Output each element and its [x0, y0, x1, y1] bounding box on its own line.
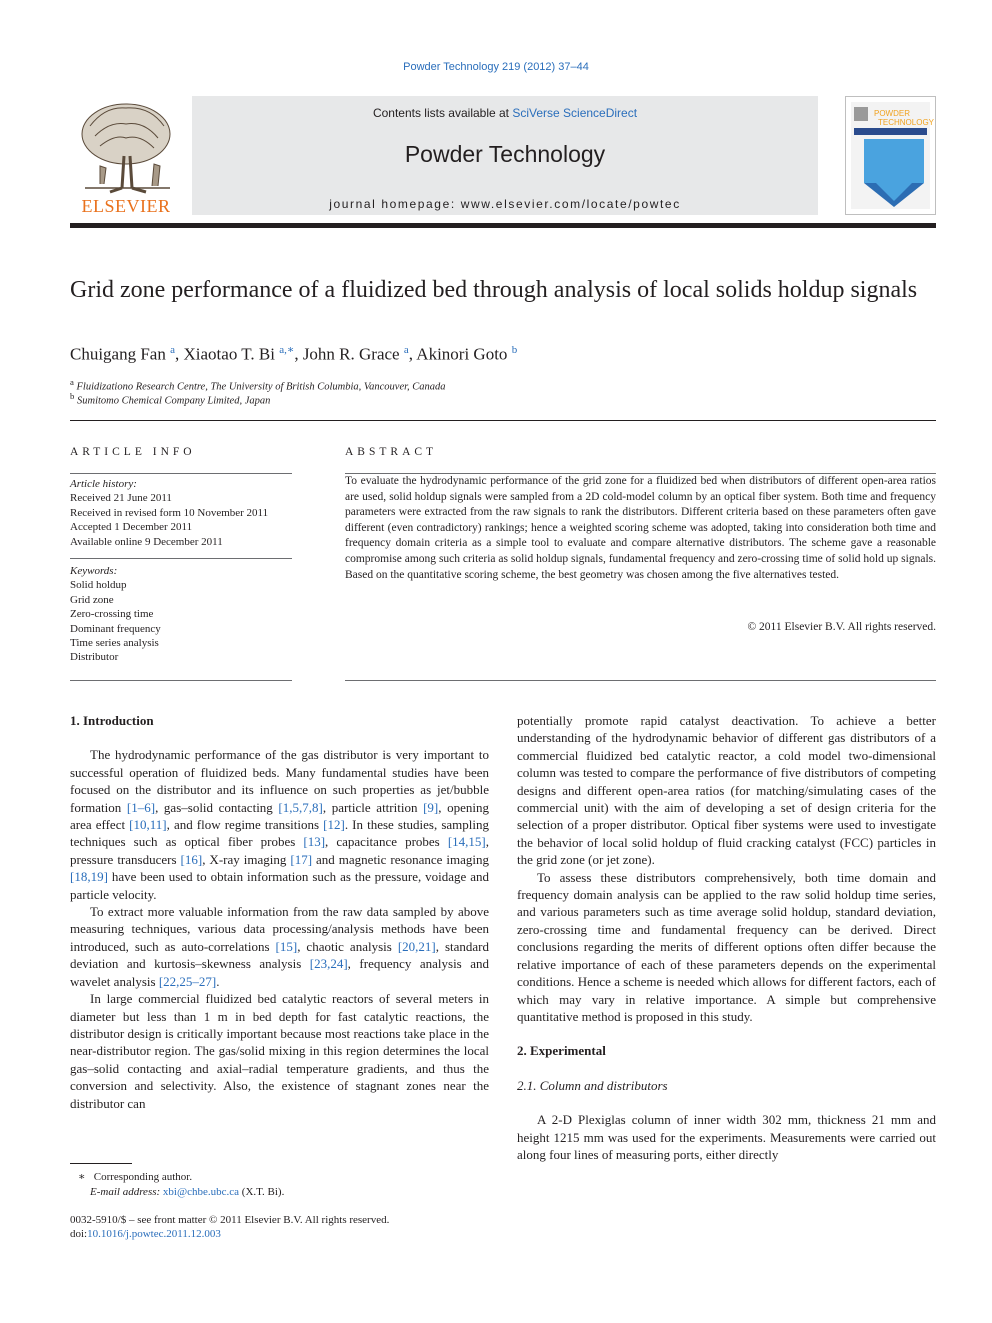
- intro-heading: 1. Introduction: [70, 713, 154, 728]
- keywords-label: Keywords:: [70, 565, 118, 577]
- corresponding-footnote: [78, 1170, 192, 1185]
- text-run: , particle attrition: [322, 799, 424, 815]
- citation-link[interactable]: [22,25–27]: [158, 973, 217, 989]
- issn-line: 0032-5910/$ – see front matter © 2011 Elsevier B.V. All rights reserved.: [70, 1214, 390, 1226]
- experimental-heading: 2. Experimental: [517, 1043, 606, 1059]
- abstract-text: To evaluate the hydrodynamic performance of the grid zone for a fluidized bed when distributors of different open-area ratios are used, solid holdup signals were sampled from a 2D cold-model column by an optical fiber system. Both time and frequency parameters were extracted from the raw signals to rank the distributors. Different criteria based on these parameters often gave different (even contradictory) rankings; hence a weighted scoring scheme was adopted, taking into consideration both time and frequency domain criteria as a simple tool to evaluate and compare alternative distributors. The scheme gave a reasonable compromise among such criteria as solid holdup signals, fundamental frequency and zero-crossing time of solid hold up signals. Based on the quantitative scoring scheme, the best geometry was chosen among the five alternatives tested.: [345, 475, 936, 581]
- text-run: , pressure transducers: [70, 834, 489, 867]
- keyword: Dominant frequency: [70, 622, 161, 635]
- text-run: , standard deviation and kurtosis–skewness analysis: [70, 938, 490, 972]
- affil-text: Sumitomo Chemical Company Limited, Japan: [77, 395, 271, 407]
- affil-rule: [70, 420, 936, 421]
- homepage-url[interactable]: www.elsevier.com/locate/powtec: [460, 197, 681, 211]
- footnote-mark: ∗: [78, 1171, 86, 1183]
- text-run: To extract more valuable information from the raw data sampled by above measuring techniques, various data processing/analysis methods have been introduced, such as auto-correlations: [70, 904, 489, 954]
- left-column: [70, 712, 489, 1112]
- intro-paragraph-4: To assess these distributors comprehensively, both time domain and frequency domain analysis can be applied to the raw solid holdup time series, and various parameters such as time average solid holdup, standard deviation, zero-crossing time and fundamental frequency can be derived. Direct conclusions regarding the merits of different options often differ because the relative importance of each of these parameters depends on the experimental conditions. Hence a scheme is needed which allows for different factors, each of which may vary in relative importance. A simple but comprehensive quantitative method is proposed in this study.: [517, 869, 936, 1024]
- citation-link[interactable]: [14,15]: [447, 834, 486, 850]
- journal-citation[interactable]: Powder Technology 219 (2012) 37–44: [403, 61, 589, 73]
- text-run: , X-ray imaging: [202, 851, 291, 867]
- intro-paragraph-2: [70, 903, 489, 990]
- text-run: .: [216, 973, 220, 989]
- author-name[interactable]: Xiaotao T. Bi: [183, 344, 275, 364]
- info-bottom-rule: [70, 680, 292, 681]
- cover-title-1: POWDER: [874, 109, 910, 118]
- footnote-rule: [70, 1163, 132, 1164]
- abstract-copyright: © 2011 Elsevier B.V. All rights reserved.: [747, 621, 936, 633]
- affil-mark: a: [70, 377, 74, 387]
- elsevier-logo: [70, 96, 182, 218]
- affiliation-b: [70, 391, 270, 407]
- author-affil-mark[interactable]: a: [403, 344, 409, 356]
- doi-link[interactable]: 10.1016/j.powtec.2011.12.003: [87, 1228, 221, 1240]
- text-run: have been used to obtain information such as the pressure, voidage and particle velocity.: [70, 869, 489, 902]
- history-label: Article history:: [70, 478, 137, 490]
- doi-label: doi:: [70, 1228, 88, 1240]
- abstract-heading: ABSTRACT: [345, 446, 438, 458]
- text-run: , and flow regime transitions: [166, 817, 324, 833]
- citation-link[interactable]: [20,21]: [397, 938, 436, 954]
- email-label: E-mail address:: [90, 1186, 161, 1198]
- history-item: Received 21 June 2011: [70, 492, 172, 505]
- text-run: , opening area effect: [70, 799, 489, 833]
- author-affil-mark[interactable]: b: [511, 344, 518, 356]
- text-run: The hydrodynamic performance of the gas distributor is very important to successful operation of fluidized beds. Many fundamental studies have been focused on the distributor and its influence on such properties as jet/bubble formation: [70, 747, 489, 815]
- citation-link[interactable]: [15]: [275, 938, 298, 954]
- homepage-label: journal homepage:: [329, 197, 461, 211]
- author-affil-mark[interactable]: a: [170, 344, 175, 356]
- keyword: Time series analysis: [70, 637, 159, 650]
- journal-cover-thumbnail[interactable]: [845, 96, 936, 215]
- text-run: and magnetic resonance imaging: [312, 851, 490, 867]
- text-run: . In these studies, sampling techniques such as optical fiber probes: [70, 817, 489, 850]
- info-rule: [70, 473, 292, 474]
- citation-link[interactable]: [18,19]: [70, 869, 108, 885]
- subsection-heading: 2.1. Column and distributors: [517, 1077, 668, 1093]
- text-run: , gas–solid contacting: [155, 799, 279, 815]
- contents-prefix: Contents lists available at: [372, 106, 513, 120]
- citation-link[interactable]: [9]: [423, 799, 439, 815]
- citation-link[interactable]: [23,24]: [309, 956, 348, 972]
- keyword: Zero-crossing time: [70, 608, 154, 621]
- cover-art-icon: [846, 97, 935, 214]
- author-affil-mark[interactable]: a,∗: [279, 344, 295, 356]
- article-info-heading: ARTICLE INFO: [70, 446, 196, 458]
- author-name[interactable]: Akinori Goto: [416, 344, 508, 364]
- header-rule: [70, 223, 936, 228]
- contents-line: [192, 106, 818, 120]
- citation-link[interactable]: [13]: [303, 834, 326, 850]
- footnote-text: Corresponding author.: [93, 1171, 193, 1183]
- keyword: Distributor: [70, 651, 119, 664]
- keyword: Grid zone: [70, 593, 114, 606]
- email-footnote: [90, 1185, 284, 1200]
- citation-link[interactable]: [17]: [290, 851, 313, 867]
- journal-banner: [192, 96, 818, 215]
- article-history: [70, 477, 292, 549]
- citation-link[interactable]: [1–6]: [126, 799, 156, 815]
- citation-link[interactable]: [16]: [180, 851, 203, 867]
- elsevier-wordmark: ELSEVIER: [81, 196, 171, 216]
- text-run: , frequency analysis and wavelet analysis: [70, 956, 489, 989]
- email-suffix: (X.T. Bi).: [239, 1186, 285, 1198]
- keyword: Solid holdup: [70, 579, 127, 592]
- citation-link[interactable]: [10,11]: [129, 817, 167, 833]
- intro-paragraph-3-continued: potentially promote rapid catalyst deactivation. To achieve a better understanding of the hydrodynamic behavior of different gas distributors of a commercial fluidized bed catalytic reactor, a cold model two-dimensional column was tested to compare the performance of five distributors of competing designs and different open-area ratios (for matching/simulating cases of the commercial unit) with the aim of developing a set of design criteria for the selection of a proper distributor. Optical fiber systems were used to investigate the behavior of local solid holdup of fluid cracking catalyst (FCC) particles in the grid zone (or jet zone).: [517, 713, 936, 868]
- article-title: Grid zone performance of a fluidized bed through analysis of local solids holdup signals: [70, 277, 918, 303]
- journal-title: Powder Technology: [404, 141, 606, 167]
- abstract-bottom-rule: [345, 680, 936, 681]
- author-name[interactable]: John R. Grace: [302, 344, 400, 364]
- citation-link[interactable]: [1,5,7,8]: [278, 799, 323, 815]
- sciencedirect-link[interactable]: SciVerse ScienceDirect: [512, 106, 638, 120]
- keywords-rule: [70, 558, 292, 559]
- cover-title-2: TECHNOLOGY: [878, 118, 935, 127]
- author-name[interactable]: Chuigang Fan: [70, 344, 166, 364]
- affil-mark: b: [70, 391, 75, 401]
- text-run: , chaotic analysis: [297, 938, 398, 954]
- journal-homepage: [192, 197, 818, 211]
- experimental-paragraph-1: A 2-D Plexiglas column of inner width 302 mm, thickness 21 mm and height 1215 mm was used for the experiments. Measurements were carried out along four lines of measuring ports, either directly: [517, 1112, 936, 1162]
- keywords-block: [70, 564, 292, 665]
- history-item: Available online 9 December 2011: [70, 535, 223, 548]
- right-column: [517, 712, 936, 1163]
- elsevier-tree-icon: [70, 96, 182, 196]
- history-item: Accepted 1 December 2011: [70, 521, 193, 534]
- history-item: Received in revised form 10 November 2011: [70, 506, 269, 519]
- intro-paragraph-3: In large commercial fluidized bed catalytic reactors of several meters in diameter but less than 1 m in bed depth for fast catalytic reactions, the distributor design is critically important because most reactions take place in the near-distributor region. The gas/solid mixing in this region determines the local gas–solid contacting and axial–radial temperature gradients, and thus the conversion and selectivity. Also, the existence of stagnant zones near the distributor can: [70, 991, 489, 1111]
- affil-text: Fluidizationo Research Centre, The University of British Columbia, Vancouver, Canada: [76, 381, 446, 393]
- author-list: Chuigang Fan $^a$, Xiaotao T. Bi $^{a,∗}$, John R. Grace $^a$, Akinori Goto $^b$: [70, 344, 518, 364]
- email-link[interactable]: xbi@chbe.ubc.ca: [162, 1186, 240, 1198]
- intro-paragraph-1: [70, 746, 489, 903]
- citation-link[interactable]: [12]: [323, 817, 345, 833]
- text-run: , capacitance probes: [325, 834, 448, 850]
- doi-line: [70, 1227, 221, 1242]
